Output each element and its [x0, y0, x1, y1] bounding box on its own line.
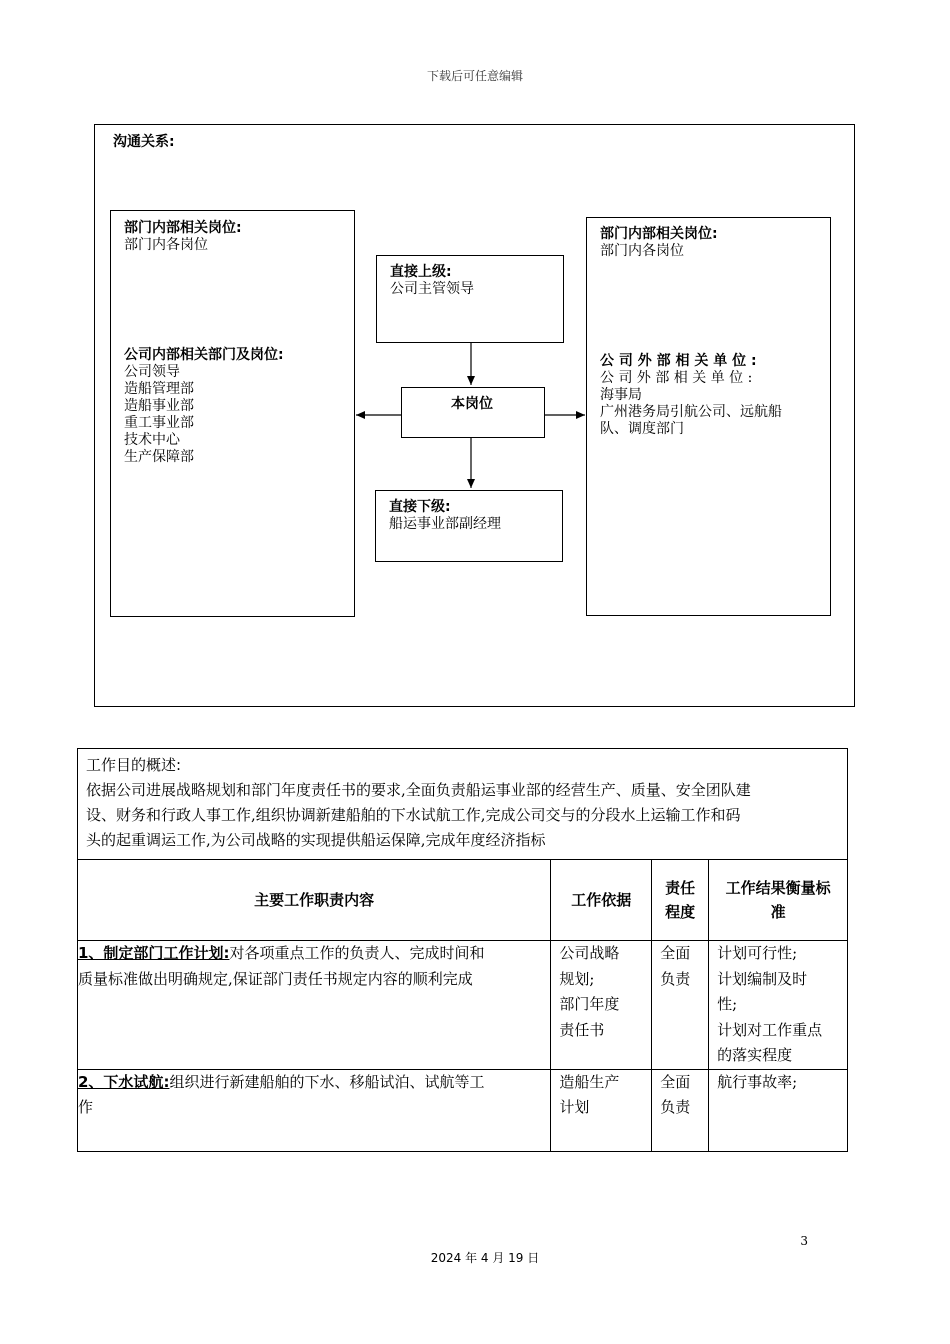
task-desc: 对各项重点工作的负责人、完成时间和	[229, 944, 485, 962]
measure-line: 性;	[717, 995, 738, 1013]
list-item: 公司领导	[124, 364, 180, 380]
resp-line: 负责	[660, 1098, 691, 1116]
measure-line: 计划编制及时	[717, 969, 808, 988]
basis-line: 计划	[559, 1098, 590, 1116]
external-line: 海事局	[600, 387, 642, 403]
list-item: 重工事业部	[124, 415, 194, 431]
measure-line: 的落实程度	[717, 1046, 793, 1064]
purpose-line: 头的起重调运工作,为公司战略的实现提供船运保障,完成年度经济指标	[86, 831, 546, 849]
table-row	[78, 941, 848, 1070]
dept-internal-heading: 部门内部相关岗位:	[124, 220, 242, 236]
responsibility-cell	[652, 941, 709, 1070]
task-cell	[78, 1069, 551, 1151]
basis-line: 造船生产	[559, 1072, 620, 1091]
task-title: 1、制定部门工作计划:	[78, 944, 230, 962]
basis-line: 公司战略	[559, 944, 620, 962]
task-desc: 作	[78, 1098, 94, 1116]
list-item: 技术中心	[124, 432, 180, 448]
dept-internal-text: 部门内各岗位	[124, 237, 208, 253]
basis-cell	[551, 1069, 652, 1151]
self-position-label: 本岗位	[451, 396, 493, 412]
task-desc: 组织进行新建船舶的下水、移船试泊、试航等工	[169, 1072, 485, 1091]
company-internal-heading: 公司内部相关部门及岗位:	[124, 347, 284, 363]
superior-heading: 直接上级:	[390, 264, 452, 280]
table-header-row	[78, 860, 848, 941]
superior-text: 公司主管领导	[390, 281, 474, 297]
measure-cell	[709, 1069, 848, 1151]
dept-internal-heading-right: 部门内部相关岗位:	[600, 226, 718, 242]
purpose-summary	[78, 749, 848, 860]
list-item: 造船管理部	[124, 381, 194, 397]
resp-line: 负责	[660, 969, 691, 988]
header-note: 下载后可任意编辑	[426, 69, 523, 83]
header-responsibility	[652, 860, 709, 941]
task-title: 2、下水试航:	[78, 1072, 170, 1091]
task-desc: 质量标准做出明确规定,保证部门责任书规定内容的顺利完成	[78, 969, 473, 988]
purpose-heading: 工作目的概述:	[86, 756, 182, 774]
task-cell	[78, 941, 551, 1070]
duty-table	[77, 748, 848, 1152]
list-item: 造船事业部	[124, 398, 194, 414]
resp-line: 全面	[660, 1072, 691, 1091]
basis-line: 规划;	[559, 969, 595, 988]
resp-line: 全面	[660, 944, 691, 962]
page-number: 3	[800, 1234, 808, 1248]
header-content: 主要工作职责内容	[78, 860, 551, 941]
header-measure	[709, 860, 848, 941]
subordinate-text: 船运事业部副经理	[389, 516, 501, 532]
basis-line: 责任书	[559, 1020, 605, 1039]
responsibility-cell	[652, 1069, 709, 1151]
footer-date: 2024 年 4 月 19 日	[430, 1251, 540, 1265]
measure-line: 航行事故率;	[717, 1072, 798, 1091]
basis-cell	[551, 941, 652, 1070]
purpose-line: 依据公司进展战略规划和部门年度责任书的要求,全面负责船运事业部的经营生产、质量、安全团队建	[86, 781, 751, 799]
list-item: 生产保障部	[124, 449, 194, 465]
measure-cell	[709, 941, 848, 1070]
external-line: 公 司 外 部 相 关 单 位 :	[600, 370, 753, 386]
header-basis: 工作依据	[551, 860, 652, 941]
header-resp-line: 程度	[665, 903, 696, 921]
company-external-heading: 公 司 外 部 相 关 单 位 :	[600, 353, 757, 369]
basis-line: 部门年度	[559, 995, 620, 1013]
diagram-title: 沟通关系:	[113, 134, 175, 150]
external-line: 广州港务局引航公司、远航船	[600, 404, 782, 420]
measure-line: 计划可行性;	[717, 944, 798, 962]
header-resp-line: 责任	[665, 879, 696, 897]
purpose-line: 设、财务和行政人事工作,组织协调新建船舶的下水试航工作,完成公司交与的分段水上运输工作和码	[86, 806, 741, 824]
table-row	[78, 1069, 848, 1151]
header-measure-line: 准	[770, 903, 786, 921]
external-line: 队、调度部门	[600, 421, 684, 437]
dept-internal-text-right: 部门内各岗位	[600, 243, 684, 259]
subordinate-heading: 直接下级:	[389, 499, 451, 515]
measure-line: 计划对工作重点	[717, 1020, 823, 1039]
header-measure-line: 工作结果衡量标	[725, 879, 831, 897]
